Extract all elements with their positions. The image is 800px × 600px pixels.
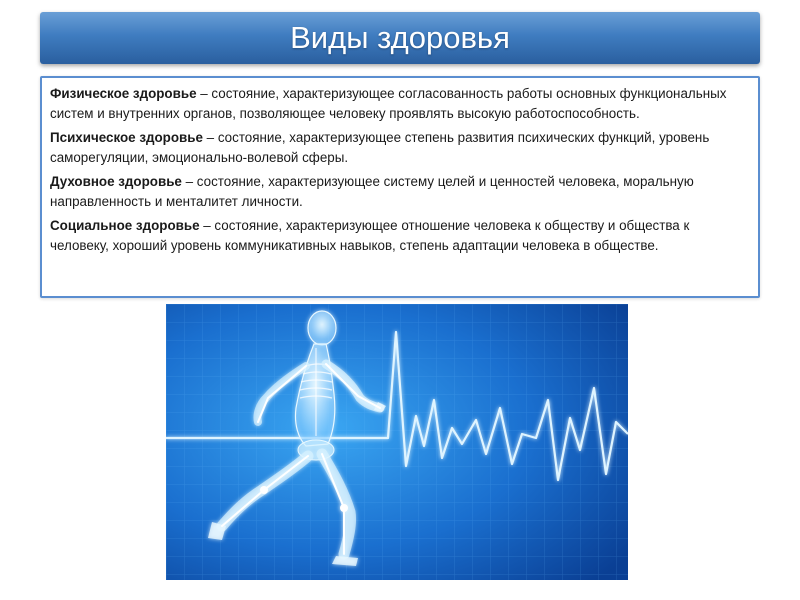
term-mental: Психическое здоровье (50, 130, 203, 145)
text-social: – состояние, характеризующее отношение человека к обществу и общества к человеку, хороший уровень коммуникативных навыков, степень адаптации человека в обществе. (50, 218, 690, 253)
term-spiritual: Духовное здоровье (50, 174, 182, 189)
definition-spiritual (50, 172, 750, 211)
text-mental: – состояние, характеризующее степень развития психических функций, уровень саморегуляции, эмоционально-волевой сферы. (50, 130, 710, 165)
definition-mental (50, 128, 750, 167)
text-physical: – состояние, характеризующее согласованность работы основных функциональных систем и внутренних органов, позволяющее человеку проявлять высокую работоспособность. (50, 86, 727, 121)
health-illustration (166, 304, 628, 580)
definition-social (50, 216, 750, 255)
running-skeleton-heartbeat-illustration-icon (166, 304, 628, 580)
term-physical: Физическое здоровье (50, 86, 197, 101)
title-bar (40, 12, 760, 64)
definition-physical (50, 84, 750, 123)
term-social: Социальное здоровье (50, 218, 200, 233)
page-title: Виды здоровья (290, 20, 510, 55)
text-spiritual: – состояние, характеризующее систему целей и ценностей человека, моральную направленность и менталитет личности. (50, 174, 694, 209)
definitions-box (40, 76, 760, 298)
